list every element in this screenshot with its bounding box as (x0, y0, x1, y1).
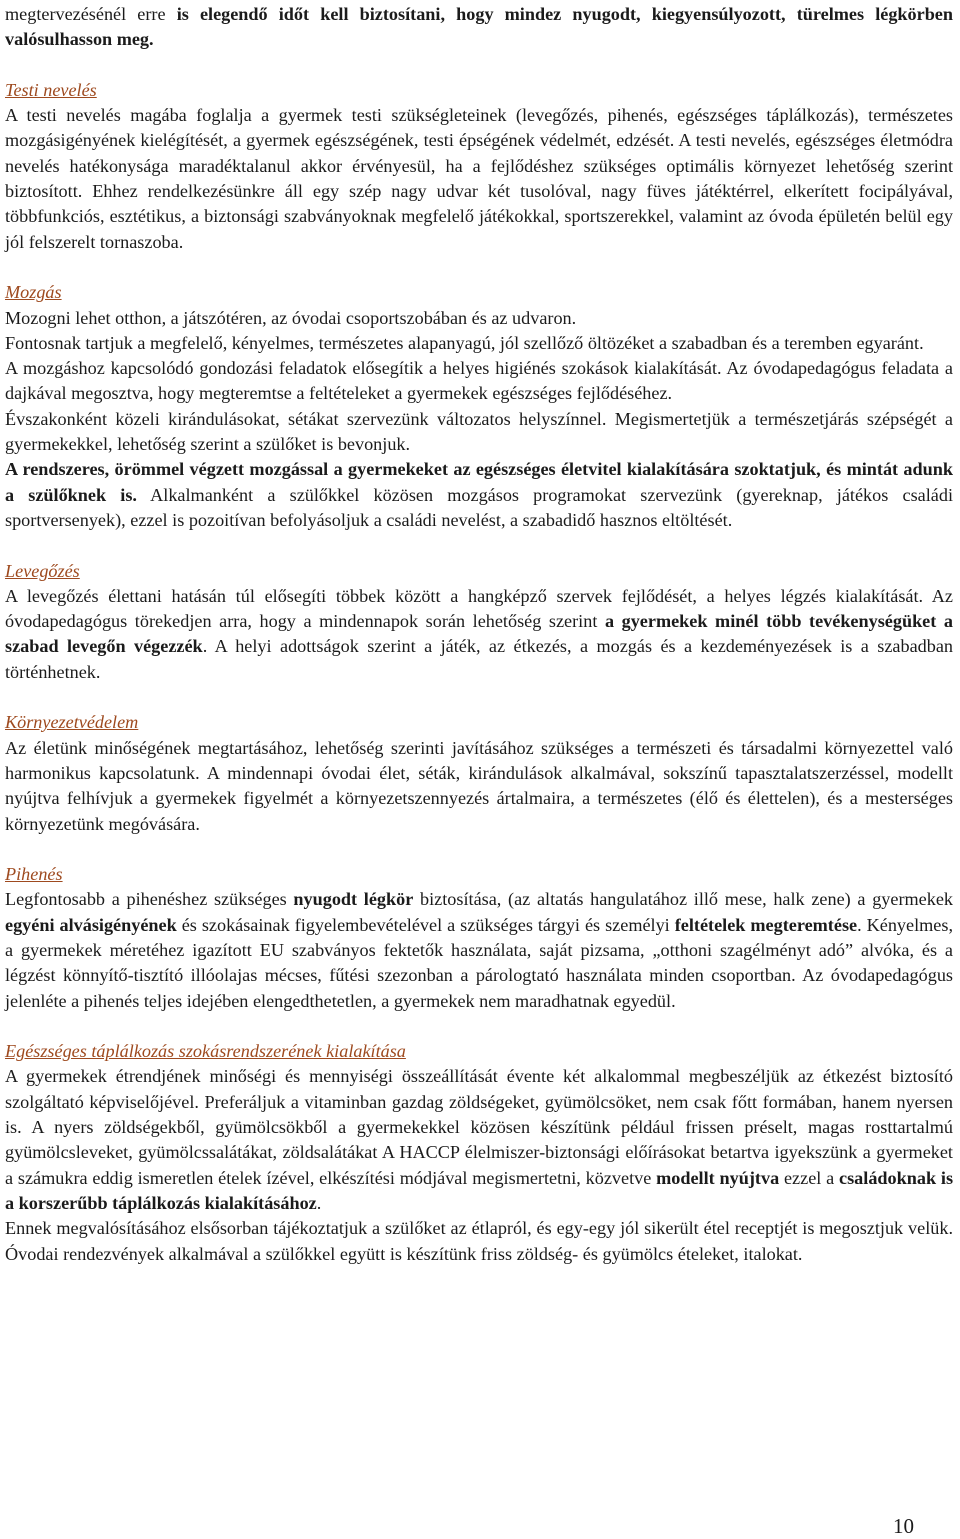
taplalkozas-text-3: . (316, 1192, 322, 1213)
levegozes-paragraph (5, 584, 953, 685)
levegozes-text-2: . A helyi adottságok szerint a játék, az étkezés, a mozgás és a kezdeményezések is a szabadban történhetnek. (5, 636, 954, 682)
taplalkozas-emphasis-2: családoknak is a korszerűbb táplálkozás kialakításához (5, 1167, 954, 1213)
pihenes-paragraph (5, 887, 953, 1013)
section-heading-pihenes: Pihenés (5, 864, 63, 885)
intro-paragraph (5, 2, 953, 53)
kornyezet-paragraph: Az életünk minőségének megtartásához, lehetőség szerinti javításához szükséges a természeti és társadalmi környezettel való harmonikus kapcsolatunk. A mindennapi óvodai élet, séták, kirándulások alkalmával, sokszínű tapasztalatszerzéssel, modellt nyújtva felhívjuk a gyermekek figyelmét a környezetszennyezés ártalmaira, a természetes (élő és élettelen), és a mesterséges környezetünk megóvására. (5, 737, 953, 834)
levegozes-text-1: A levegőzés élettani hatásán túl elősegíti többek között a hangképző szervek fejlődését, a helyes légzés kialakítását. Az óvodapedagógus törekedjen arra, hogy a mindennapok során lehetőség szerint (5, 585, 953, 632)
mozgas-text: Alkalmanként a szülőkkel közösen mozgásos programokat szervezünk (gyereknap, játékos családi sportversenyek), ezzel is pozoitívan befolyásoljuk a családi nevelést, a szabadidő hasznos eltöltését. (5, 484, 953, 530)
taplalkozas-paragraph-1 (5, 1064, 953, 1216)
document-page (5, 2, 953, 1267)
page-number: 10 (893, 1514, 914, 1538)
pihenes-text-3: és szokásainak figyelembevételével a szükséges tárgyi és személyi (176, 914, 675, 935)
taplalkozas-emphasis-1: modellt nyújtva (656, 1167, 780, 1188)
section-heading-taplalkozas: Egészséges táplálkozás szokásrendszerének kialakítása (5, 1041, 406, 1062)
pihenes-emphasis-2: egyéni alvásigényének (5, 914, 177, 935)
testi-paragraph: A testi nevelés magába foglalja a gyermek testi szükségleteinek (levegőzés, pihenés, egészséges táplálkozás), természetes mozgásigényének kielégítését, a gyermek egészségének, testi épségének védelmét, edzését. A testi nevelés, egészséges életmódra nevelés hatékonysága maradéktalanul akkor érvényesül, ha a fejlődéshez szükséges optimális környezet lehetőség szerint biztosított. Ehhez rendelkezésünkre áll egy szép nagy udvar két tusolóval, nagy füves játéktérrel, elkerített focipályával, többfunkciós, esztétikus, a biztonsági szabványoknak megfelelő játékokkal, sportszerekkel, valamint az óvoda épületén belül egy jól felszerelt tornaszoba. (5, 105, 953, 252)
mozgas-paragraph-1: Mozogni lehet otthon, a játszótéren, az óvodai csoportszobában és az udvaron. (5, 307, 577, 328)
levegozes-emphasis: a gyermekek minél több tevékenységüket a szabad levegőn végezzék (5, 611, 953, 657)
section-heading-testi: Testi nevelés (5, 79, 97, 100)
taplalkozas-paragraph-2: Ennek megvalósításához elsősorban tájékoztatjuk a szülőket az étlapról, és egy-egy jól sikerült étel receptjét is megosztjuk velük. Óvodai rendezvények alkalmával a szülőkkel együtt is készítünk friss zöldség- és gyümölcs ételeket, italokat. (5, 1218, 953, 1264)
mozgas-paragraph-3: A mozgáshoz kapcsolódó gondozási feladatok elősegítik a helyes higiénés szokások kialakítását. Az óvodapedagógus feladata a dajkával megosztva, hogy megteremtse a feltételeket a gyermekek egészséges fejlődéséhez. (5, 358, 953, 404)
pihenes-text-2: biztosítása, (az altatás hangulatához illő mese, halk zene) a gyermekek (413, 889, 953, 910)
pihenes-text-4: . Kényelmes, a gyermekek méretéhez igazított EU szabványos fektetők használata, saját pizsama, „otthoni szagélményt adó” alvóka, és a légzést könnyítő-tisztító illóolajas mécses, fűtési szezonban a párologtató használata minden csoportban. Az óvodapedagógus jelenléte a pihenés teljes idejében elengedthetetlen, a gyermekek nem maradhatnak egyedül. (5, 914, 953, 1011)
section-heading-levegozes: Levegőzés (5, 560, 80, 581)
mozgas-emphasis: A rendszeres, örömmel végzett mozgással a gyermekeket az egészséges életvitel kialakítására szoktatjuk, és mintát adunk a szülőknek is. (5, 459, 953, 505)
intro-text: megtervezésénél erre (5, 4, 177, 24)
mozgas-paragraph-4: Évszakonként közeli kirándulásokat, sétákat szervezünk változatos helyszínnel. Megismertetjük a természetjárás szépségét a gyermekekkel, lehetőség szerint a szülőket is bevonjuk. (5, 408, 953, 455)
taplalkozas-text-1: A gyermekek étrendjének minőségi és mennyiségi összeállítását évente két alkalommal megbeszéljük az étkezést biztosító szolgáltató képviselőjével. Preferáljuk a vitaminban gazdag zöldségeket, gyümölcsöket, nem csak főtt formában, hanem nyersen is. A nyers zöldségekből, gyümölcsökből a gyermekekkel közösen készítünk például frissen préselt, magas rosttartalmú gyümölcsleveket, gyümölcssalátákat, zöldsalátákat A HACCP élelmiszer-biztonsági előírásokat betartva igyekszünk a gyermeket a számukra eddig ismeretlen ételek ízével, elkészítési módjával megismertetni, közvetve (5, 1066, 953, 1188)
section-heading-mozgas: Mozgás (5, 282, 62, 303)
mozgas-paragraph-2: Fontosnak tartjuk a megfelelő, kényelmes, természetes alapanyagú, jól szellőző öltözéket a szabadban és a teremben egyaránt. (5, 332, 924, 353)
mozgas-paragraph-5 (5, 457, 953, 533)
taplalkozas-text-2: ezzel a (779, 1167, 840, 1188)
intro-emphasis: is elegendő időt kell biztosítani, hogy mindez nyugodt, kiegyensúlyozott, türelmes légkörben valósulhasson meg. (5, 4, 953, 50)
pihenes-text-1: Legfontosabb a pihenéshez szükséges (5, 889, 294, 910)
pihenes-emphasis-1: nyugodt légkör (293, 889, 414, 910)
section-heading-kornyezet: Környezetvédelem (5, 712, 139, 733)
pihenes-emphasis-3: feltételek megteremtése (674, 914, 858, 935)
